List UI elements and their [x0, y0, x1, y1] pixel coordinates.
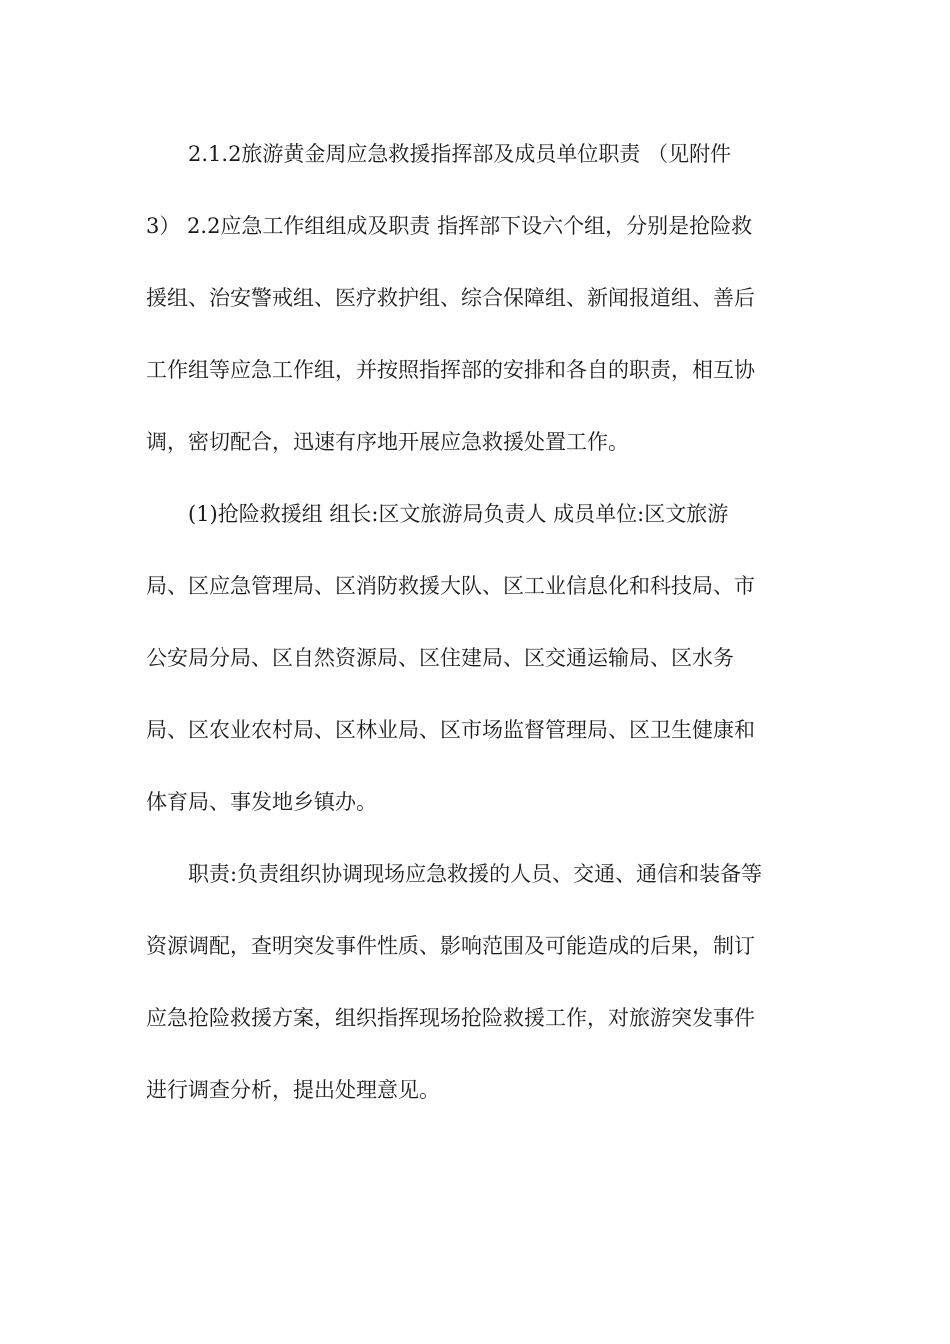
paragraph-line: 体育局、事发地乡镇办。 — [146, 790, 377, 814]
paragraph-line: 工作组等应急工作组，并按照指挥部的安排和各自的职责，相互协 — [146, 358, 755, 382]
paragraph-line: 2.1.2旅游黄金周应急救援指挥部及成员单位职责 （见附件 — [188, 142, 732, 166]
document-body — [146, 118, 806, 1126]
paragraph-line: 调，密切配合，迅速有序地开展应急救援处置工作。 — [146, 430, 629, 454]
paragraph-line: 援组、治安警戒组、医疗救护组、综合保障组、新闻报道组、善后 — [146, 286, 755, 310]
paragraph-line: 3） 2.2应急工作组组成及职责 指挥部下设六个组，分别是抢险救 — [146, 214, 753, 238]
paragraph-line: (1)抢险救援组 组长:区文旅游局负责人 成员单位:区文旅游 — [188, 502, 729, 526]
paragraph-line: 公安局分局、区自然资源局、区住建局、区交通运输局、区水务 — [146, 646, 734, 670]
paragraph-line: 应急抢险救援方案，组织指挥现场抢险救援工作，对旅游突发事件 — [146, 1006, 755, 1030]
paragraph-line: 局、区农业农村局、区林业局、区市场监督管理局、区卫生健康和 — [146, 718, 755, 742]
paragraph-line: 进行调查分析，提出处理意见。 — [146, 1078, 440, 1102]
paragraph-line: 局、区应急管理局、区消防救援大队、区工业信息化和科技局、市 — [146, 574, 755, 598]
paragraph-line: 资源调配，查明突发事件性质、影响范围及可能造成的后果，制订 — [146, 934, 755, 958]
paragraph-line: 职责:负责组织协调现场应急救援的人员、交通、通信和装备等 — [188, 862, 763, 886]
